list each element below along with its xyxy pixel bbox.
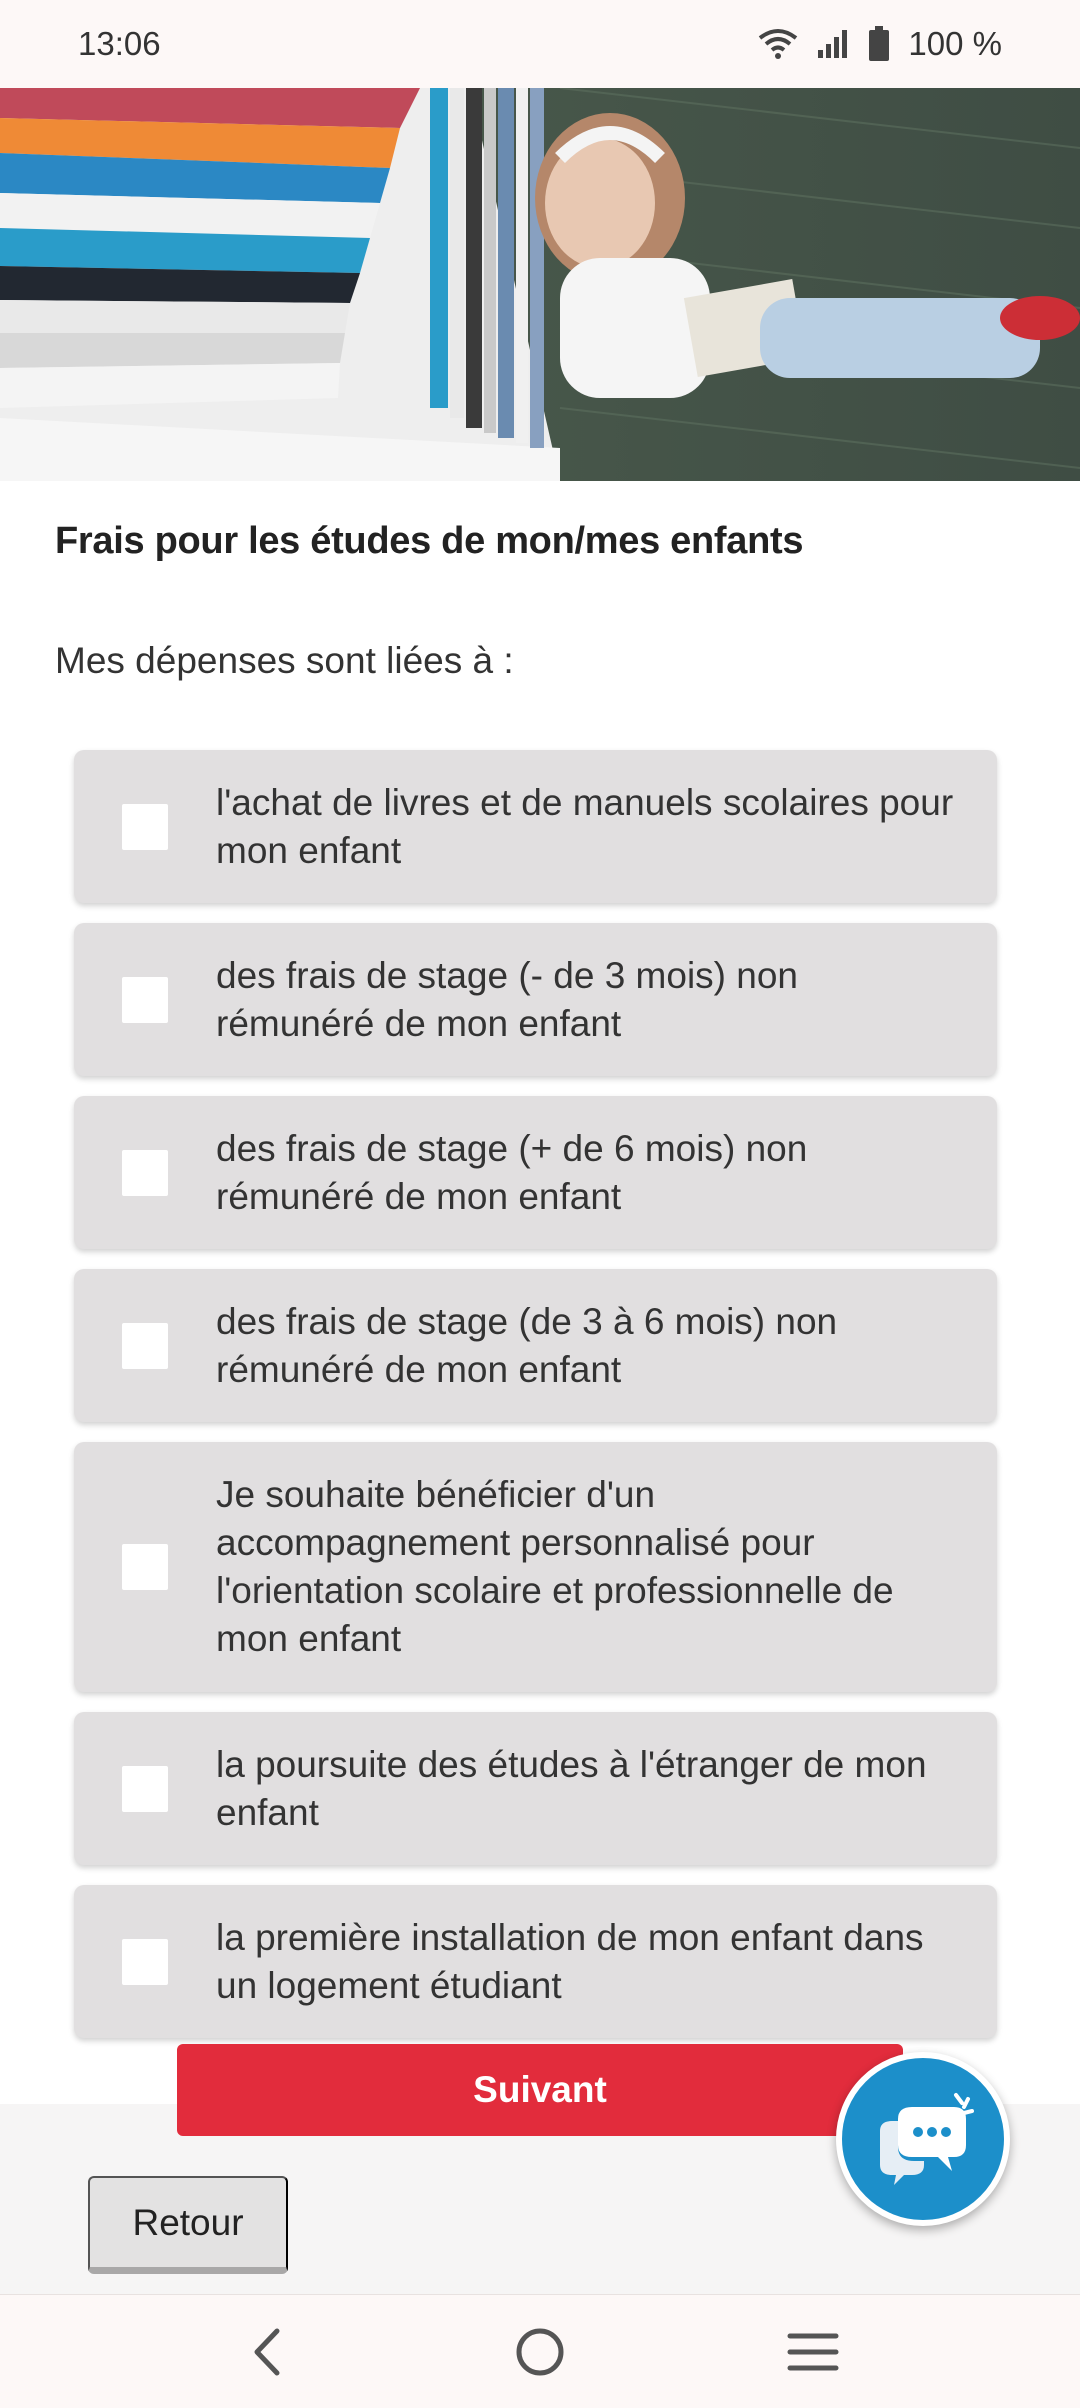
expense-options-list: [74, 750, 997, 2038]
back-button[interactable]: Retour: [88, 2176, 288, 2274]
back-nav-icon: [247, 2327, 287, 2377]
option-label: des frais de stage (- de 3 mois) non rémunéré de mon enfant: [216, 954, 799, 1044]
option-label: des frais de stage (de 3 à 6 mois) non rémunéré de mon enfant: [216, 1300, 838, 1390]
option-label: Je souhaite bénéficier d'un accompagnement personnalisé pour l'orientation scolaire et professionnelle de mon enfant: [216, 1474, 894, 1659]
option-books[interactable]: [74, 750, 997, 903]
option-student-housing[interactable]: [74, 1885, 997, 2038]
checkbox[interactable]: [122, 1939, 168, 1985]
nav-home[interactable]: [495, 2307, 585, 2397]
option-label: des frais de stage (+ de 6 mois) non rémunéré de mon enfant: [216, 1127, 808, 1217]
status-icons: [758, 25, 1002, 63]
checkbox[interactable]: [122, 977, 168, 1023]
page-title: Frais pour les études de mon/mes enfants: [55, 520, 804, 562]
option-label: la poursuite des études à l'étranger de mon enfant: [216, 1743, 927, 1833]
option-personalized-guidance[interactable]: [74, 1442, 997, 1692]
option-studies-abroad[interactable]: [74, 1712, 997, 1865]
status-bar: [0, 0, 1080, 88]
checkbox[interactable]: [122, 1766, 168, 1812]
menu-nav-icon: [787, 2330, 839, 2374]
next-button[interactable]: Suivant: [177, 2044, 903, 2136]
wifi-icon: [758, 28, 798, 60]
checkbox[interactable]: [122, 1150, 168, 1196]
option-internship-over-6-months[interactable]: [74, 1096, 997, 1249]
page-subtitle: Mes dépenses sont liées à :: [55, 640, 514, 681]
status-time: 13:06: [78, 25, 161, 62]
checkbox[interactable]: [122, 1544, 168, 1590]
option-label: la première installation de mon enfant dans un logement étudiant: [216, 1916, 924, 2006]
battery-percent: 100 %: [908, 25, 1002, 62]
nav-back[interactable]: [222, 2307, 312, 2397]
home-nav-icon: [514, 2326, 566, 2378]
option-internship-under-3-months[interactable]: [74, 923, 997, 1076]
signal-icon: [816, 28, 850, 60]
battery-icon: [868, 26, 890, 62]
chat-button[interactable]: [836, 2052, 1010, 2226]
system-nav-bar: [0, 2294, 1080, 2408]
checkbox[interactable]: [122, 804, 168, 850]
nav-menu[interactable]: [768, 2307, 858, 2397]
option-internship-3-to-6-months[interactable]: [74, 1269, 997, 1422]
hero-image: [0, 88, 1080, 481]
option-label: l'achat de livres et de manuels scolaires pour mon enfant: [216, 781, 954, 871]
chat-bubbles-icon: [868, 2089, 978, 2189]
checkbox[interactable]: [122, 1323, 168, 1369]
